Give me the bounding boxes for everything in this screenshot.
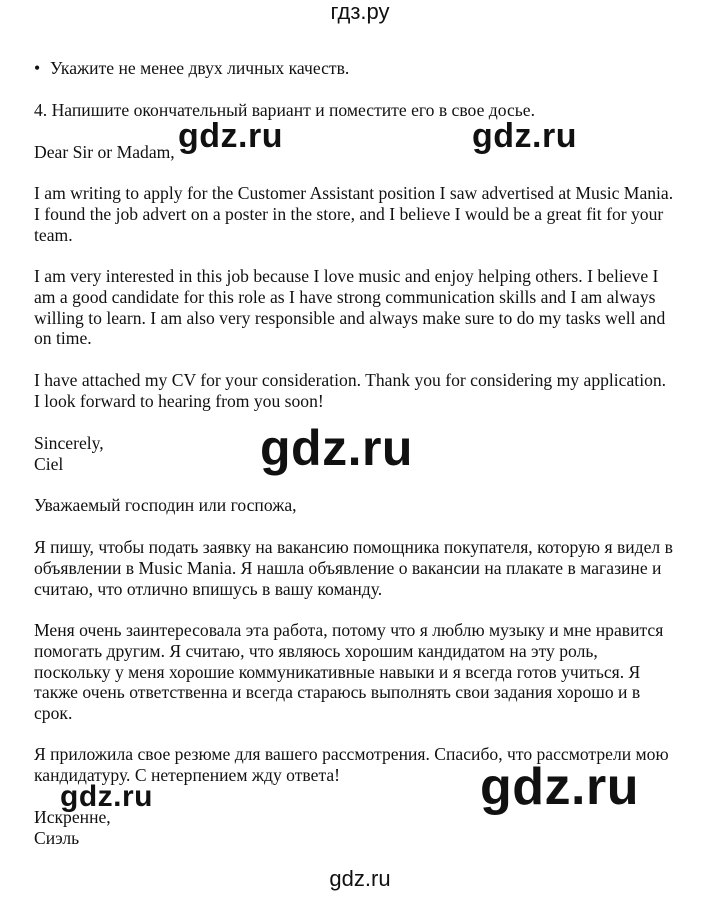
ru-closing: Искренне,: [34, 807, 111, 827]
ru-paragraph-2: Меня очень заинтересовала эта работа, потому что я люблю музыку и мне нравится помогать другим. Я считаю, что являюсь хорошим кандидатом на эту роль, поскольку у меня хорошие коммуникативные навыки и я всегда готов учиться. Я также очень ответственна и всегда стараюсь выполнять свои задания хорошо и в срок.: [34, 620, 664, 724]
ru-paragraph-1: Я пишу, чтобы подать заявку на вакансию помощника покупателя, которую я видел в объявлении в Music Mania. Я нашла объявление о вакансии на плакате в магазине и считаю, что отлично впишусь в вашу команду.: [34, 537, 673, 599]
ru-greeting: Уважаемый господин или госпожа,: [34, 495, 297, 515]
bullet-marker: •: [34, 58, 41, 78]
en-paragraph-3: I have attached my CV for your consideration. Thank you for considering my application. I look forward to hearing from you soon!: [34, 370, 667, 411]
en-closing: Sincerely,: [34, 433, 104, 453]
en-paragraph-1: I am writing to apply for the Customer Assistant position I saw advertised at Music Mania. I found the job advert on a poster in the store, and I believe I would be a great fit for your team.: [34, 183, 674, 245]
watermark: gdz.ru: [472, 117, 577, 155]
site-footer: gdz.ru: [329, 866, 391, 891]
watermark: gdz.ru: [178, 117, 283, 155]
en-greeting: Dear Sir or Madam,: [34, 142, 175, 162]
task-step-4: 4. Напишите окончательный вариант и поместите его в свое досье.: [34, 100, 536, 120]
site-header: гдз.ру: [330, 0, 390, 24]
en-name: Ciel: [34, 453, 64, 474]
watermark: gdz.ru: [480, 758, 639, 816]
watermark: gdz.ru: [260, 420, 413, 476]
task-bullet: [34, 58, 674, 79]
ru-name: Сиэль: [34, 827, 80, 848]
ru-paragraph-3: Я приложила свое резюме для вашего рассмотрения. Спасибо, что рассмотрели мою кандидатуру. С нетерпением жду ответа!: [34, 744, 669, 785]
task-bullet-text: Укажите не менее двух личных качеств.: [50, 58, 350, 78]
watermark: gdz.ru: [60, 780, 153, 813]
en-paragraph-2: I am very interested in this job because I love music and enjoy helping others. I believe I am a good candidate for this role as I have strong communication skills and I am always willing to learn. I am also very responsible and always make sure to do my tasks well and on time.: [34, 266, 666, 349]
